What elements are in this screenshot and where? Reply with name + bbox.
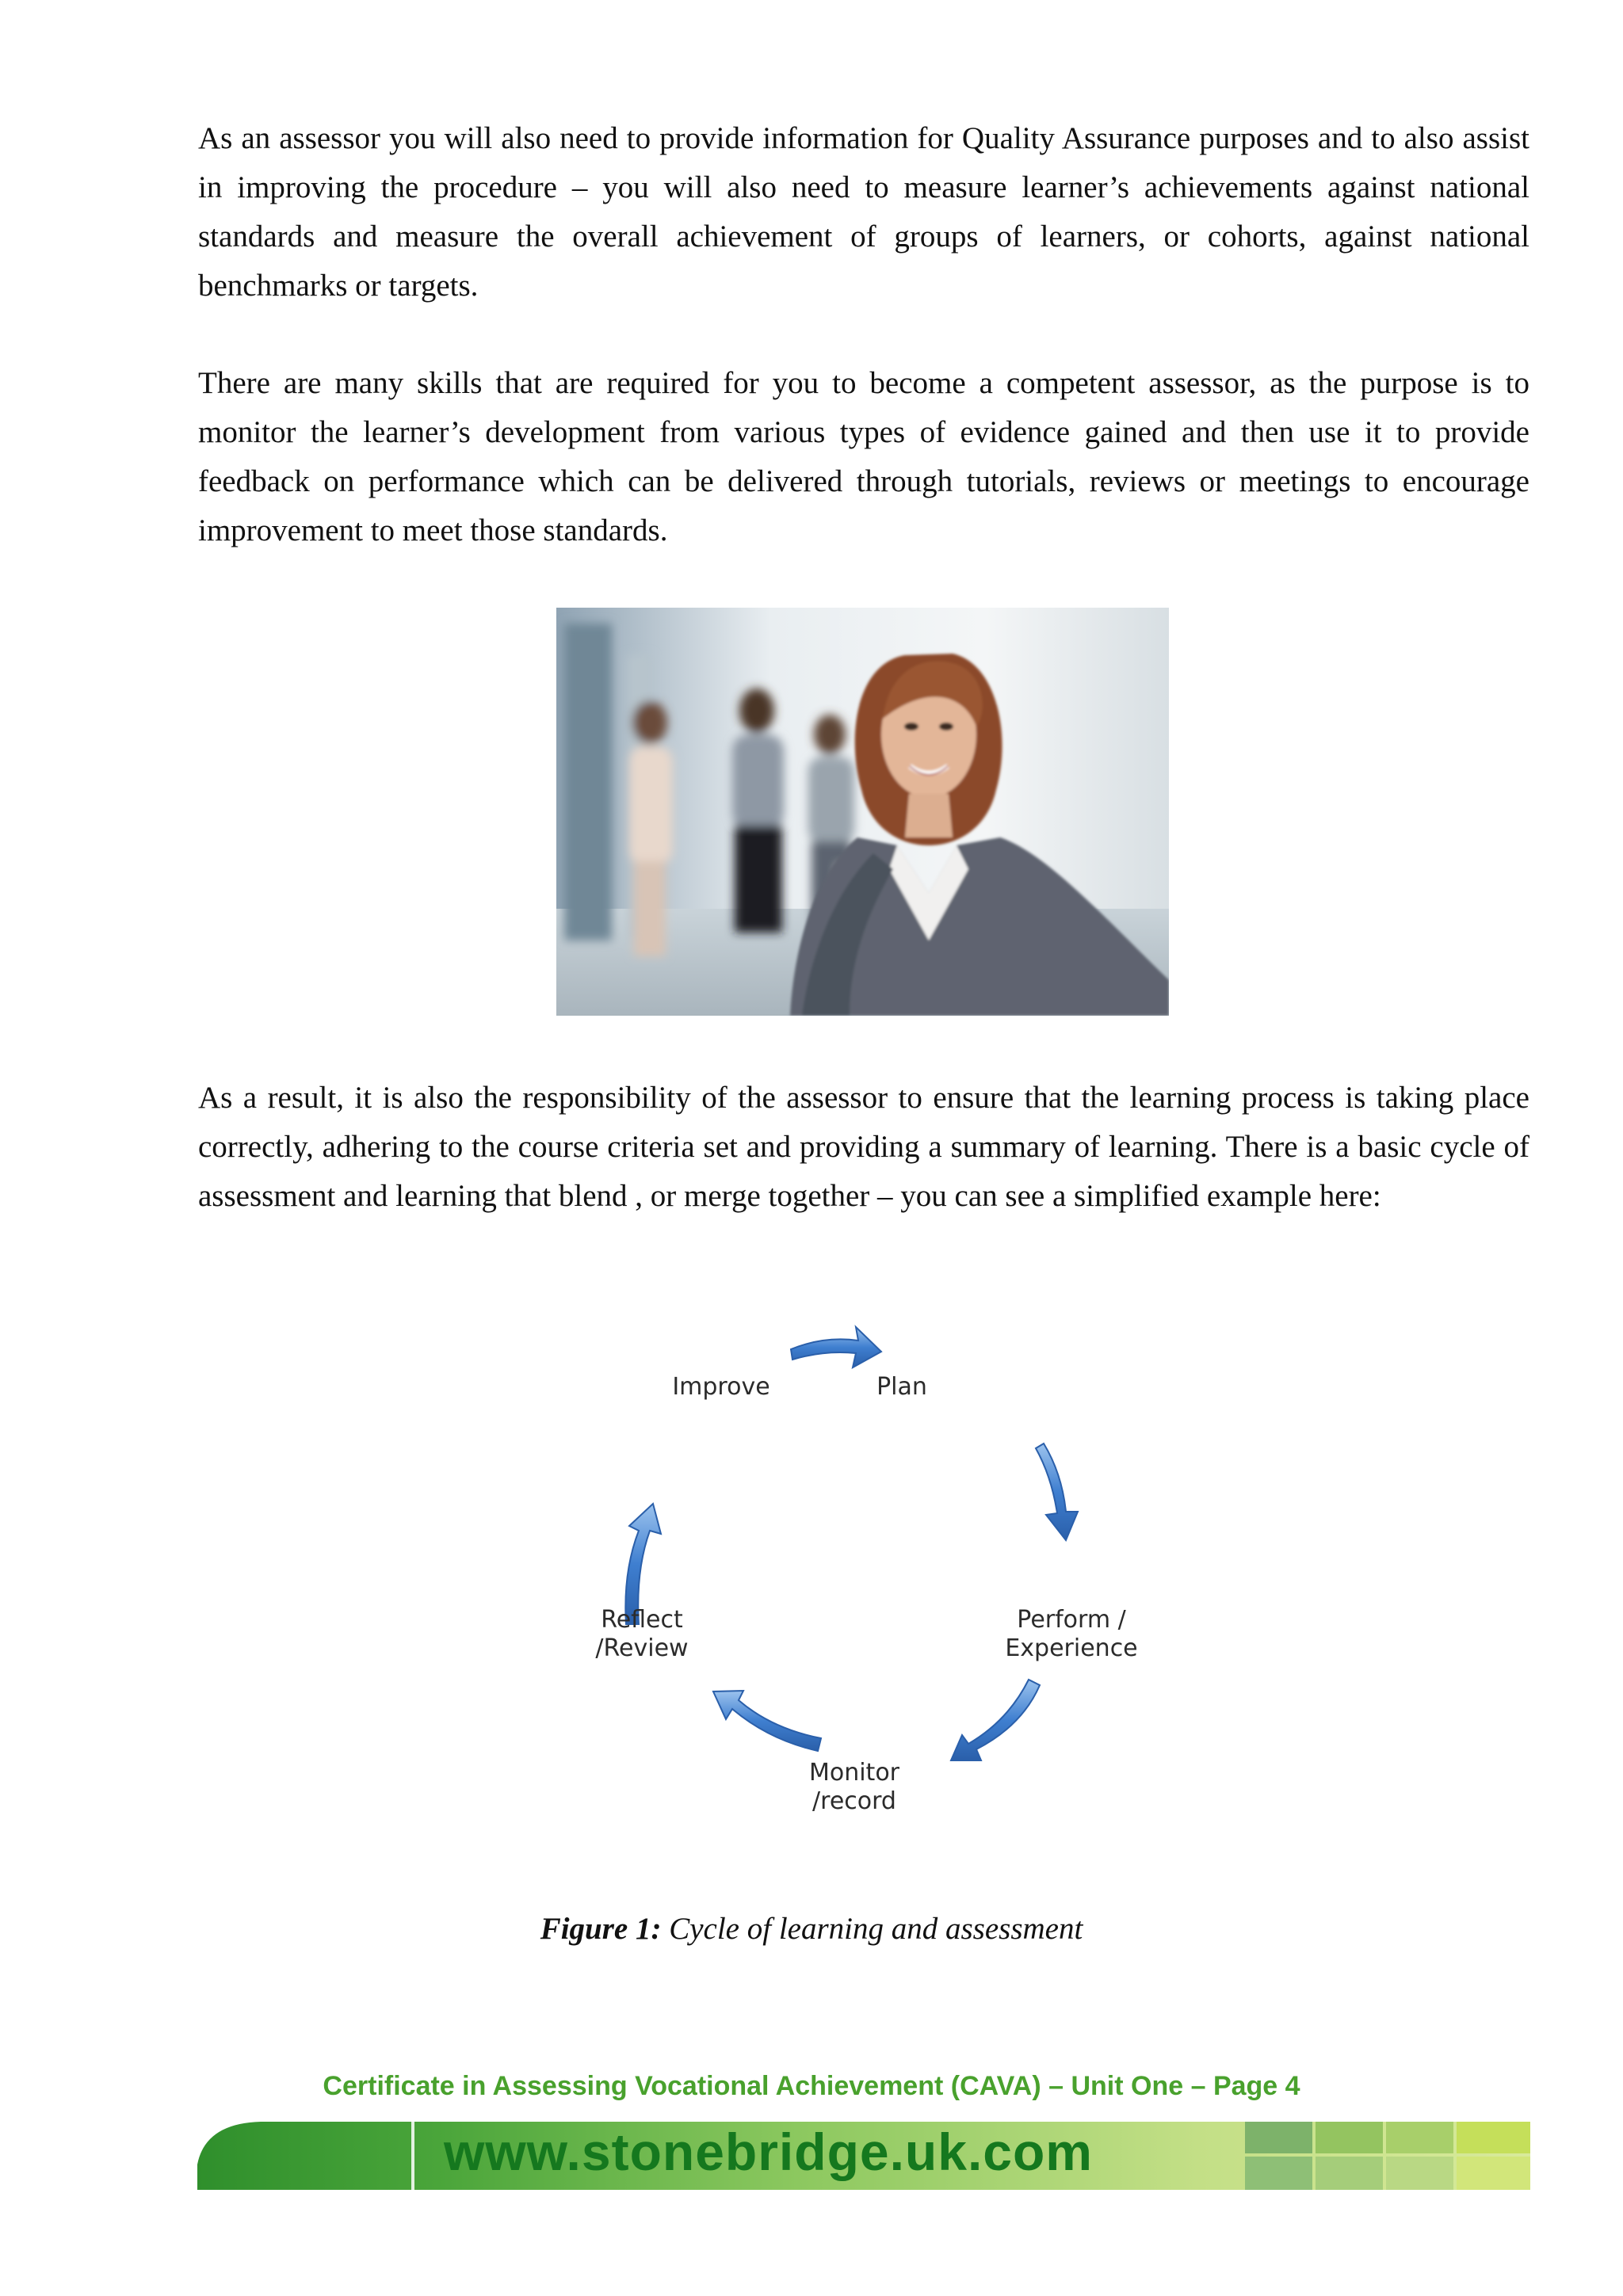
footer-course-title: Certificate in Assessing Vocational Achievement (CAVA) – Unit One – Page 4	[323, 2071, 1300, 2101]
cycle-label-monitor-line1: Monitor	[808, 1759, 900, 1787]
arrow-plan-to-perform	[1036, 1444, 1078, 1540]
paragraph-assessor-skills: There are many skills that are required for you to become a competent assessor, as the purpose is to monitor the learner’s development from various types of evidence gained and then use it to provide feedback on performance which can be delivered through tutorials, reviews or meetings to encourage improvement to meet those standards.	[198, 366, 1529, 547]
arrow-improve-to-plan	[791, 1327, 881, 1367]
cycle-label-reflect-line2: /Review	[595, 1634, 689, 1662]
cycle-label-perform-line2: Experience	[1005, 1634, 1138, 1662]
paragraph-assessment-cycle: As a result, it is also the responsibility of the assessor to ensure that the learning process is taking place correctly, adhering to the course criteria set and providing a summary of learning. There is a basic cycle of assessment and learning that blend , or merge together – you can see a simplified example here:	[198, 1081, 1529, 1213]
cycle-label-reflect-line1: Reflect	[601, 1606, 683, 1634]
cycle-label-monitor-line2: /record	[812, 1787, 896, 1815]
paragraph-quality-assurance: As an assessor you will also need to provide information for Quality Assurance purposes and to also assist in improving the procedure – you will also need to measure learner’s achievements against national standards and measure the overall achievement of groups of learners, or cohorts, against national benchmarks or targets.	[198, 121, 1529, 303]
cycle-label-perform-line1: Perform /	[1017, 1606, 1126, 1634]
figure-caption	[0, 1909, 1623, 1949]
cycle-label-plan: Plan	[876, 1373, 927, 1401]
arrow-perform-to-monitor	[951, 1680, 1040, 1760]
photo-smiling-businesswoman	[556, 608, 1169, 1016]
figure-caption-label: Figure 1:	[540, 1912, 662, 1946]
cycle-label-improve: Improve	[672, 1373, 770, 1401]
arrow-monitor-to-reflect	[713, 1691, 821, 1751]
figure-caption-text: Cycle of learning and assessment	[669, 1912, 1083, 1946]
learning-cycle-diagram	[555, 1307, 1189, 1846]
footer-website-url[interactable]: www.stonebridge.uk.com	[444, 2122, 1093, 2181]
